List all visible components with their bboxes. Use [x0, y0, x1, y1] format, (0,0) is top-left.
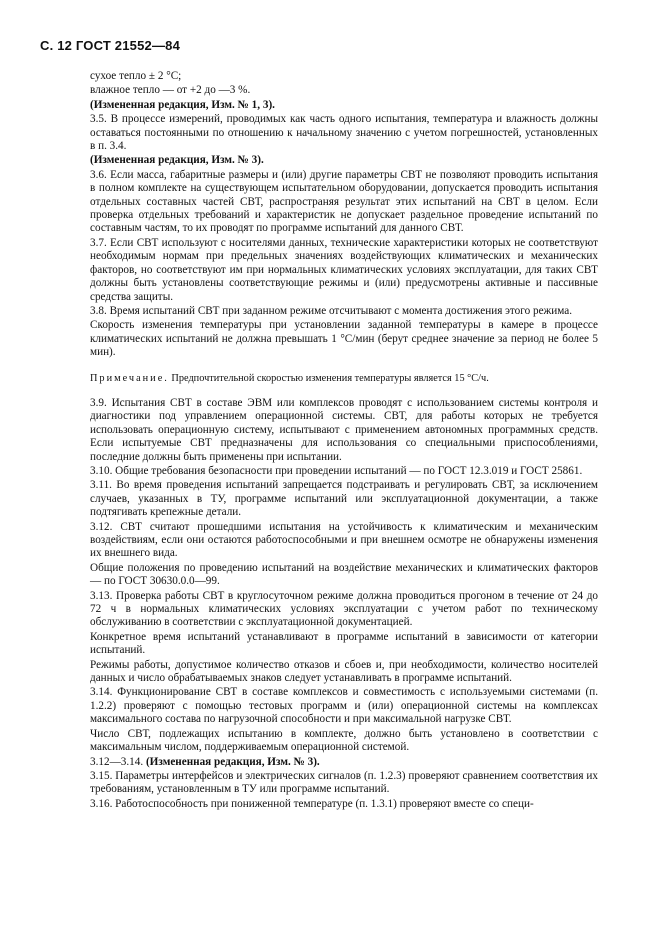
page-header: С. 12 ГОСТ 21552—84 — [40, 38, 181, 53]
paragraph: 3.11. Во время проведения испытаний запрещается подстраивать и регулировать СВТ, за исключением случаев, указанных в ТУ, программе испытаний или эксплуатационной документации, а также подтягивать крепежные детали. — [90, 479, 598, 519]
text-line: влажное тепло — от +2 до —3 %. — [90, 84, 251, 97]
paragraph: 3.13. Проверка работы СВТ в круглосуточном режиме должна проводиться прогоном в течение от 24 до 72 ч в нормальных климатических условиях эксплуатации с учетом работ по техническому обслуживанию в соответствии с эксплуатационной документацией. — [90, 589, 598, 629]
paragraph: Общие положения по проведению испытаний на воздействие механических и климатических факторов — по ГОСТ 30630.0.0—99. — [90, 561, 598, 588]
paragraph: Скорость изменения температуры при установлении заданной температуры в камере в процессе климатических испытаний не должна превышать 1 °С/мин (берут среднее значение за период не более 5 мин). — [90, 319, 598, 359]
clause-range: 3.12—3.14. — [90, 755, 146, 768]
note-label: Примечание. — [90, 372, 169, 384]
paragraph: 3.12. СВТ считают прошедшими испытания на устойчивость к климатическим и механическим воздействиям, если они остаются работоспособными и при внешнем осмотре не обнаружены изменения их внешнего вида. — [90, 520, 598, 560]
paragraph: Режимы работы, допустимое количество отказов и сбоев и, при необходимости, количество носителей данных и число обрабатываемых знаков следует устанавливать в программе испытаний. — [90, 658, 598, 685]
revision-line — [90, 756, 598, 769]
paragraph: 3.6. Если масса, габаритные размеры и (или) другие параметры СВТ не позволяют проводить испытания в полном комплекте на существующем испытательном оборудовании, допускается проводить испытания отдельных составных частей СВТ, распространяя результат этих испытаний на СВТ в целом. Если проверка отдельных требований и характеристик не допускает раздельное проведение испытаний по составным частям, то их проводят по программе испытаний для данного СВТ. — [90, 168, 598, 235]
paragraph: 3.5. В процессе измерений, проводимых как часть одного испытания, температура и влажность должны оставаться постоянными по отношению к начальному значению с учетом погрешностей, установленных в п. 3.4. — [90, 113, 598, 153]
paragraph: Число СВТ, подлежащих испытанию в комплекте, должно быть установлено в соответствии с максимальным числом, поддерживаемым операционной системой. — [90, 727, 598, 754]
note-text: Предпочтительной скоростью изменения температуры является 15 °С/ч. — [171, 372, 489, 384]
paragraph: 3.8. Время испытаний СВТ при заданном режиме отсчитывают с момента достижения этого режима. — [90, 304, 573, 317]
paragraph: 3.15. Параметры интерфейсов и электрических сигналов (п. 1.2.3) проверяют сравнением соответствия их требованиям, установленным в ТУ или программе испытаний. — [90, 769, 598, 796]
paragraph: 3.9. Испытания СВТ в составе ЭВМ или комплексов проводят с использованием системы контроля и диагностики под управлением операционной системы. СВТ, для работы которых не требуется использовать операционную систему, испытывают с применением автономных программных средств. Если испытуемые СВТ предназначены для использования со специальными приспособлениями, последние должны быть применены при испытании. — [90, 396, 598, 463]
paragraph: Конкретное время испытаний устанавливают в программе испытаний в зависимости от категории испытаний. — [90, 630, 598, 657]
text-line: сухое тепло ± 2 °С; — [90, 70, 182, 82]
paragraph: 3.7. Если СВТ используют с носителями данных, технические характеристики которых не соответствуют необходимым нормам при предельных значениях воздействующих климатических и механических факторов, но соответствуют им при нормальных климатических условиях эксплуатации, для таких СВТ должны быть установлены соответствующие режимы и (или) предусмотрены активные и пассивные средства защиты. — [90, 236, 598, 303]
revision-note: (Измененная редакция, Изм. № 3). — [90, 154, 264, 167]
document-body — [90, 70, 598, 811]
note — [90, 372, 598, 385]
revision-note: (Измененная редакция, Изм. № 3). — [145, 755, 320, 768]
revision-note: (Измененная редакция, Изм. № 1, 3). — [90, 98, 275, 111]
paragraph: 3.10. Общие требования безопасности при проведении испытаний — по ГОСТ 12.3.019 и ГОСТ 25861. — [90, 464, 583, 477]
paragraph: 3.16. Работоспособность при пониженной температуре (п. 1.3.1) проверяют вместе со специ- — [90, 797, 534, 810]
paragraph: 3.14. Функционирование СВТ в составе комплексов и совместимость с используемыми системами (п. 1.2.2) проверяют с помощью тестовых программ и (или) операционной системы на комплексах максимального состава по нагрузочной способности и при максимальной нагрузке СВТ. — [90, 686, 598, 726]
